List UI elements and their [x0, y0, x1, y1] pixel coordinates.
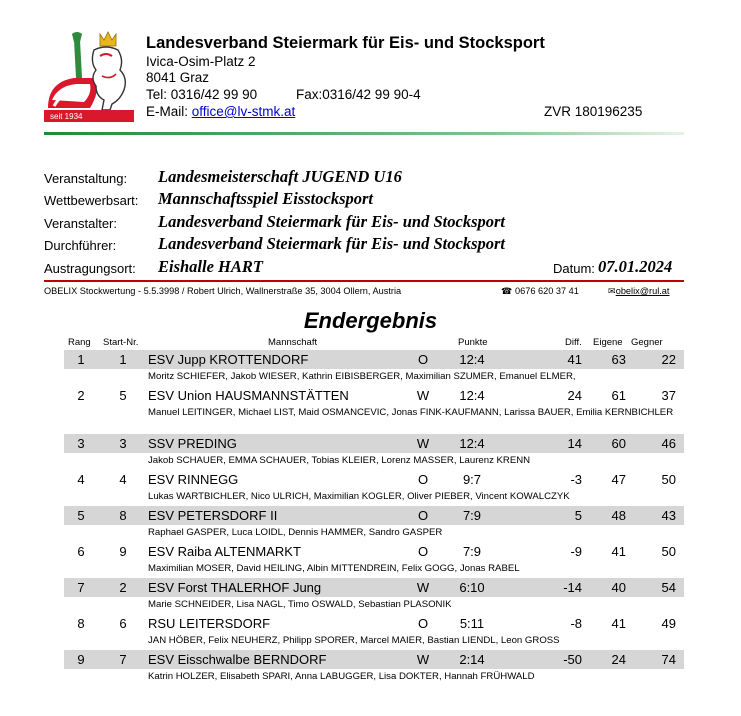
row-start: 9	[119, 544, 127, 559]
row-own: 41	[611, 544, 626, 559]
host-label: Durchführer:	[44, 238, 117, 253]
software-phone	[501, 286, 579, 297]
row-players: Moritz SCHIEFER, Jakob WIESER, Kathrin EIBISBERGER, Maximilian SZUMER, Emanuel ELMER,	[148, 371, 576, 382]
row-points: 5:11	[459, 616, 485, 631]
row-players: Marie SCHNEIDER, Lisa NAGL, Timo OSWALD, Sebastian PLASONIK	[148, 599, 452, 610]
row-points: 9:7	[462, 472, 482, 487]
row-players: Maximilian MOSER, David HEILING, Albin MITTENDREIN, Felix GOGG, Jonas RABEL	[148, 563, 520, 574]
email-label: E-Mail:	[146, 104, 192, 119]
row-own: 40	[611, 580, 626, 595]
row-points: 7:9	[462, 544, 482, 559]
row-team: ESV RINNEGG	[148, 472, 239, 487]
row-opp: 54	[661, 580, 676, 595]
row-points: 7:9	[462, 508, 482, 523]
row-team: ESV Forst THALERHOF Jung	[148, 580, 322, 595]
date-label: Datum:	[553, 261, 595, 276]
row-result: O	[417, 472, 429, 487]
email-line	[146, 104, 295, 119]
row-diff: -9	[570, 544, 582, 559]
col-diff: Diff.	[565, 337, 582, 348]
row-opp: 37	[661, 388, 676, 403]
row-points: 2:14	[459, 652, 485, 667]
row-diff: -14	[563, 580, 582, 595]
col-team: Mannschaft	[268, 337, 318, 348]
row-opp: 50	[661, 544, 676, 559]
row-own: 47	[611, 472, 626, 487]
header-divider	[44, 132, 684, 135]
row-result: O	[417, 544, 429, 559]
row-start: 8	[119, 508, 127, 523]
row-rank: 3	[77, 436, 85, 451]
row-start: 6	[119, 616, 127, 631]
row-rank: 4	[77, 472, 85, 487]
software-mail-address[interactable]: obelix@rul.at	[615, 286, 670, 296]
fax-number: Fax:0316/42 99 90-4	[296, 87, 421, 102]
email-link[interactable]: office@lv-stmk.at	[191, 104, 296, 119]
row-rank: 2	[77, 388, 85, 403]
organizer-label: Veranstalter:	[44, 216, 117, 231]
col-opp: Gegner	[631, 337, 663, 348]
row-start: 7	[119, 652, 127, 667]
row-rank: 8	[77, 616, 85, 631]
row-players: Katrin HOLZER, Elisabeth SPARI, Anna LABUGGER, Lisa DOKTER, Hannah FRÜHWALD	[148, 671, 535, 682]
panther-crest-icon	[44, 30, 134, 122]
row-diff: -8	[570, 616, 582, 631]
row-diff: -50	[563, 652, 582, 667]
event-label: Veranstaltung:	[44, 171, 128, 186]
row-own: 48	[611, 508, 626, 523]
row-opp: 43	[661, 508, 676, 523]
row-players: JAN HÖBER, Felix NEUHERZ, Philipp SPORER, Marcel MAIER, Bastian LIENDL, Leon GROSS	[148, 635, 560, 646]
row-result: W	[416, 436, 430, 451]
results-title: Endergebnis	[303, 308, 438, 333]
row-result: W	[416, 388, 430, 403]
row-own: 61	[611, 388, 626, 403]
row-result: W	[416, 580, 430, 595]
row-start: 4	[119, 472, 127, 487]
address-city: 8041 Graz	[146, 70, 210, 85]
venue-value: Eishalle HART	[158, 257, 263, 276]
row-players: Lukas WARTBICHLER, Nico ULRICH, Maximilian KOGLER, Oliver PIEBER, Vincent KOWALCZYK	[148, 491, 570, 502]
row-own: 41	[611, 616, 626, 631]
row-diff: 41	[567, 352, 582, 367]
telephone-icon: ☎	[501, 286, 513, 296]
competition-type-value: Mannschaftsspiel Eisstocksport	[158, 189, 373, 208]
organization-name: Landesverband Steiermark für Eis- und Stocksport	[146, 34, 545, 52]
row-start: 2	[119, 580, 127, 595]
row-start: 5	[119, 388, 127, 403]
row-rank: 1	[77, 352, 85, 367]
row-own: 60	[611, 436, 626, 451]
row-diff: 5	[574, 508, 582, 523]
row-players: Raphael GASPER, Luca LOIDL, Dennis HAMMER, Sandro GASPER	[148, 527, 443, 538]
row-points: 12:4	[459, 352, 485, 367]
address-street: Ivica-Osim-Platz 2	[146, 54, 256, 69]
competition-type-label: Wettbewerbsart:	[44, 193, 139, 208]
organizer-value: Landesverband Steiermark für Eis- und Stocksport	[158, 212, 505, 231]
row-diff: 14	[567, 436, 582, 451]
zvr-number: ZVR 180196235	[544, 104, 643, 119]
row-opp: 49	[661, 616, 676, 631]
col-start: Start-Nr.	[103, 337, 139, 348]
row-opp: 46	[661, 436, 676, 451]
col-points: Punkte	[458, 337, 488, 348]
row-own: 63	[611, 352, 626, 367]
row-team: ESV Raiba ALTENMARKT	[148, 544, 301, 559]
envelope-icon: ✉	[608, 286, 616, 296]
row-own: 24	[611, 652, 626, 667]
row-start: 3	[119, 436, 127, 451]
col-rank: Rang	[68, 337, 91, 348]
software-credit: OBELIX Stockwertung - 5.5.3998 / Robert Ulrich, Wallnerstraße 35, 3004 Ollern, Austria	[44, 286, 402, 296]
row-diff: -3	[570, 472, 582, 487]
row-opp: 22	[661, 352, 676, 367]
row-start: 1	[119, 352, 127, 367]
col-own: Eigene	[593, 337, 623, 348]
row-team: ESV Eisschwalbe BERNDORF	[148, 652, 327, 667]
row-result: W	[416, 652, 430, 667]
row-result: O	[417, 616, 429, 631]
host-value: Landesverband Steiermark für Eis- und Stocksport	[158, 234, 505, 253]
date-value: 07.01.2024	[598, 257, 673, 276]
event-value: Landesmeisterschaft JUGEND U16	[158, 167, 402, 186]
row-diff: 24	[567, 388, 582, 403]
row-points: 6:10	[459, 580, 485, 595]
info-divider	[44, 280, 684, 282]
row-opp: 74	[661, 652, 676, 667]
row-points: 12:4	[459, 388, 485, 403]
telephone-number: Tel: 0316/42 99 90	[146, 87, 258, 102]
row-result: O	[417, 508, 429, 523]
software-phone-number: 0676 620 37 41	[515, 286, 579, 296]
row-result: O	[417, 352, 429, 367]
row-rank: 9	[77, 652, 85, 667]
row-points: 12:4	[459, 436, 485, 451]
federation-logo	[44, 30, 134, 122]
row-rank: 6	[77, 544, 85, 559]
row-team: ESV Union HAUSMANNSTÄTTEN	[148, 388, 349, 403]
row-rank: 7	[77, 580, 85, 595]
row-players: Manuel LEITINGER, Michael LIST, Maid OSMANCEVIC, Jonas FINK-KAUFMANN, Larissa BAUER, Emilia KERNBICHLER	[148, 407, 674, 418]
row-players: Jakob SCHAUER, EMMA SCHAUER, Tobias KLEIER, Lorenz MASSER, Laurenz KRENN	[148, 455, 531, 466]
row-opp: 50	[661, 472, 676, 487]
row-team: RSU LEITERSDORF	[148, 616, 271, 631]
row-team: SSV PREDING	[148, 436, 237, 451]
row-team: ESV PETERSDORF II	[148, 508, 278, 523]
row-rank: 5	[77, 508, 85, 523]
row-team: ESV Jupp KROTTENDORF	[148, 352, 309, 367]
venue-label: Austragungsort:	[44, 261, 136, 276]
svg-text:seit 1934: seit 1934	[50, 112, 83, 121]
software-mail	[608, 286, 669, 297]
